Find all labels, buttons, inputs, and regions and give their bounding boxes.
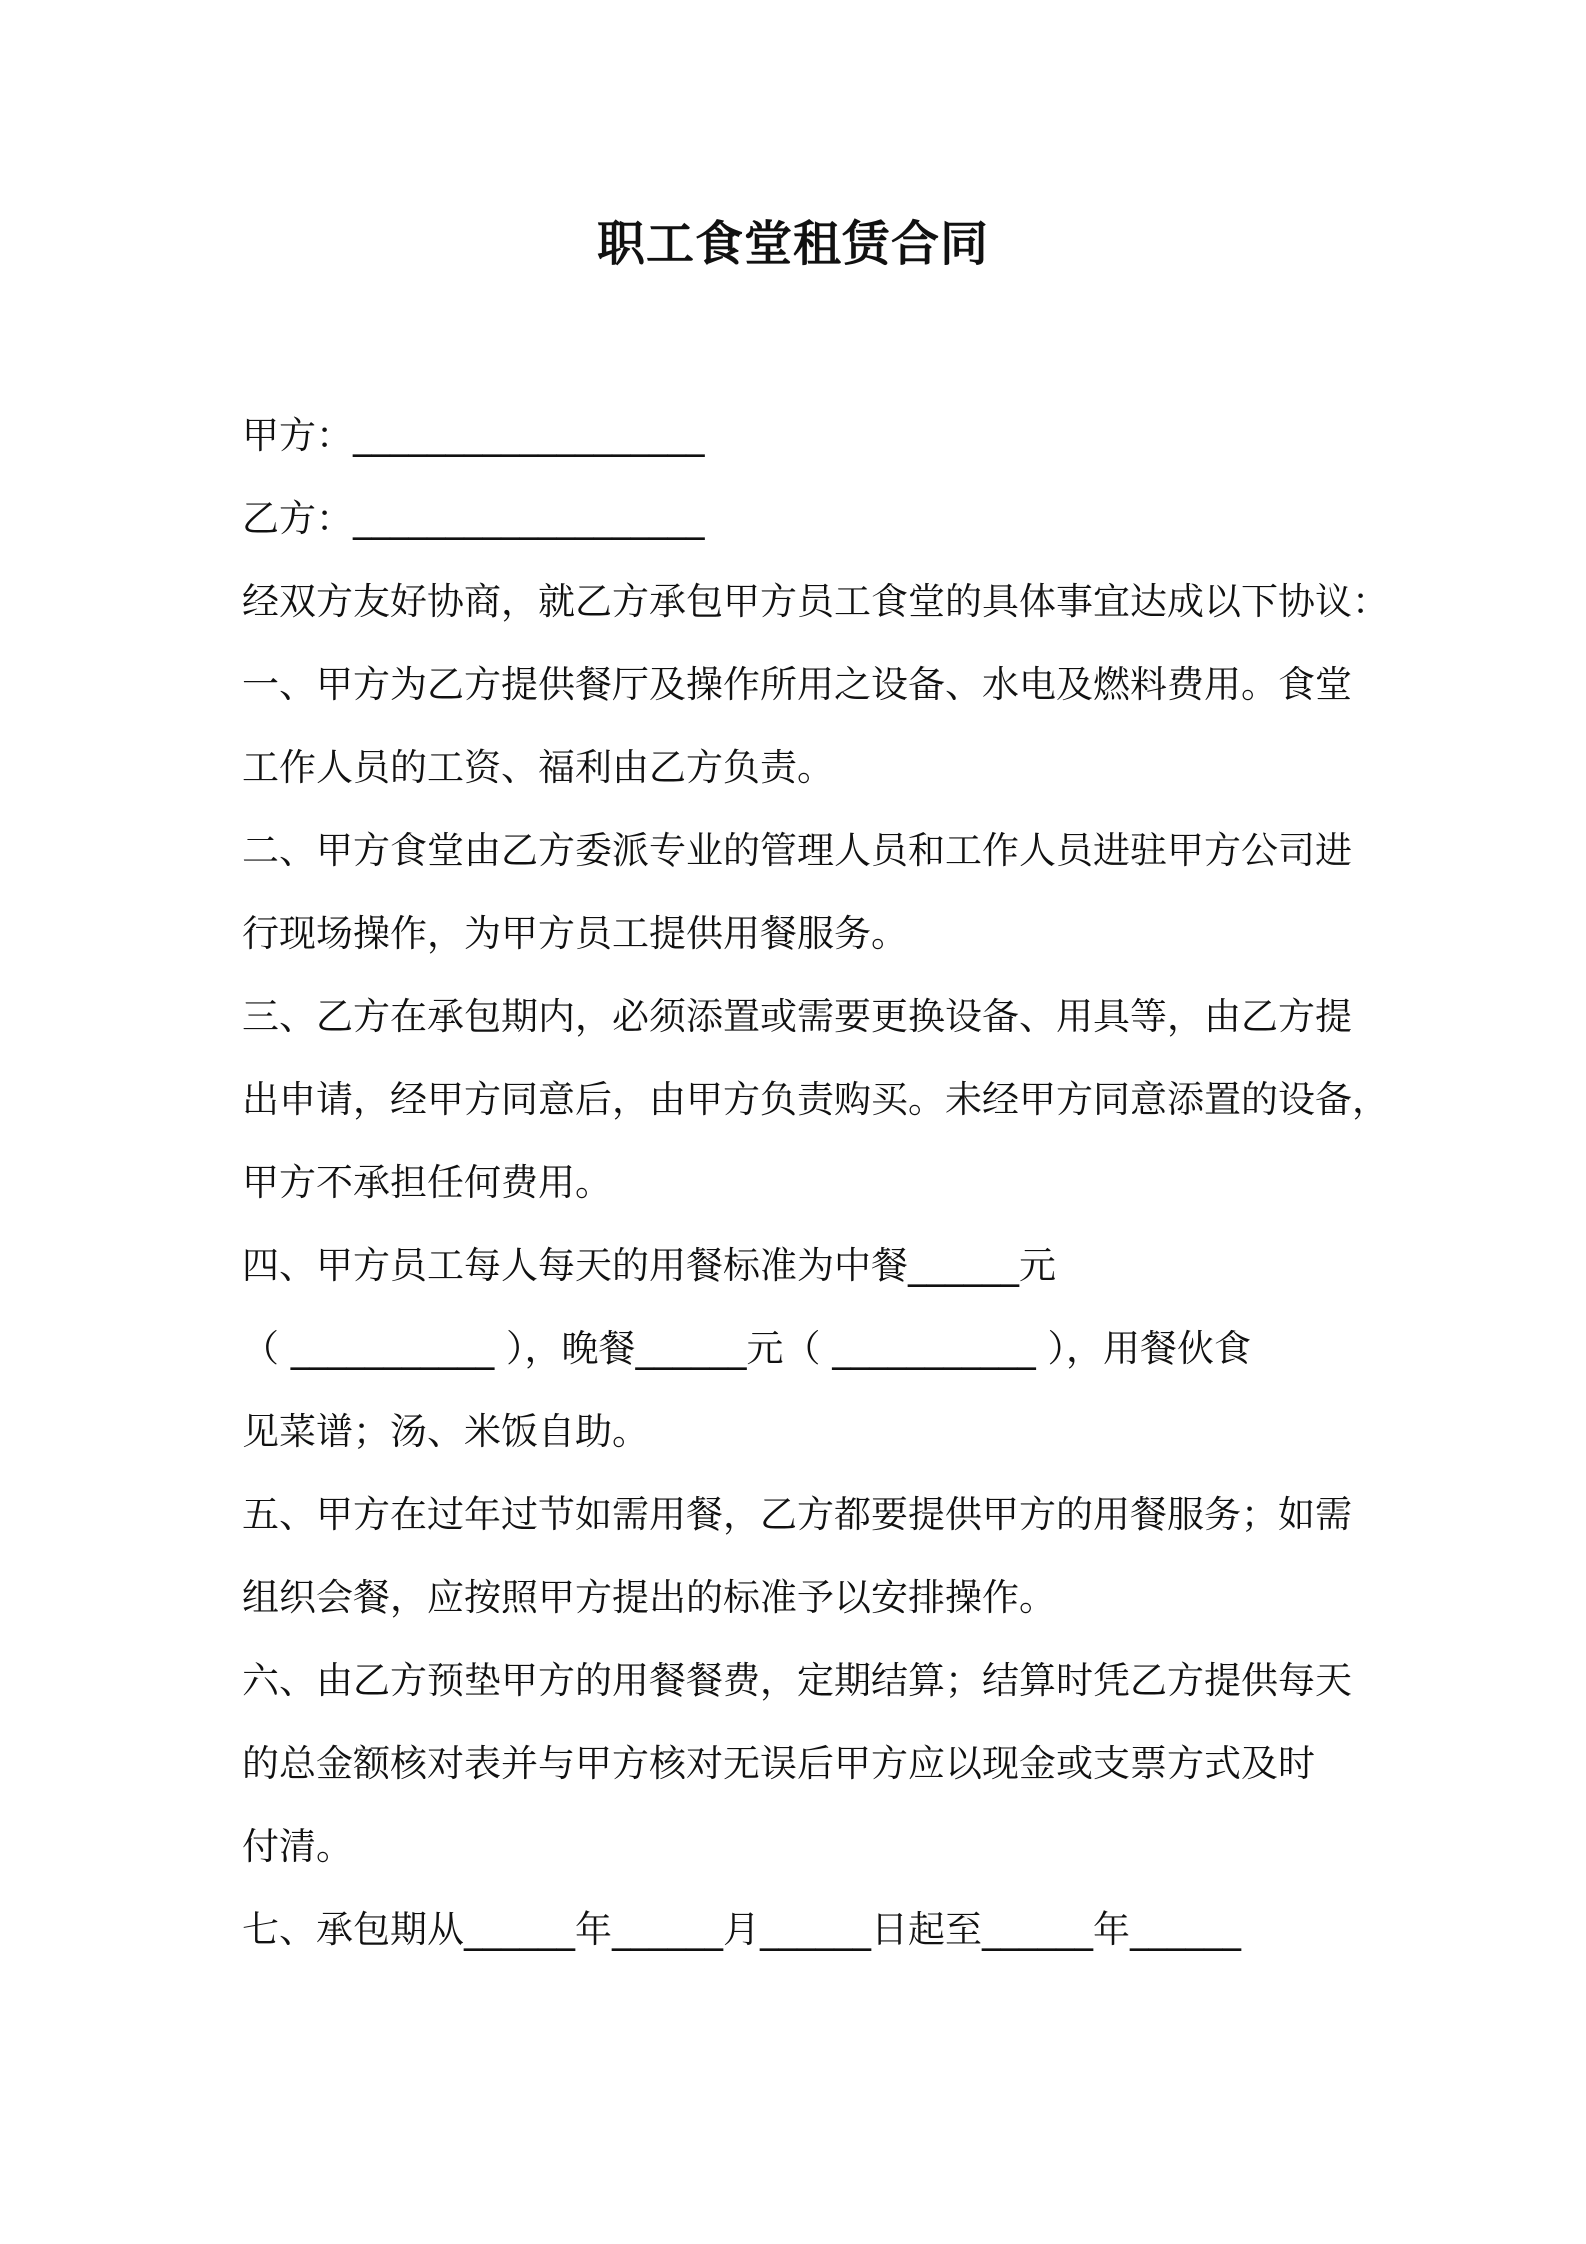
clause-5-line-1: 五、甲方在过年过节如需用餐，乙方都要提供甲方的用餐服务；如需 bbox=[242, 1493, 1352, 1536]
clause-4-line-3: 见菜谱；汤、米饭自助。 bbox=[242, 1410, 649, 1453]
clause-2-line-1: 二、甲方食堂由乙方委派专业的管理人员和工作人员进驻甲方公司进 bbox=[242, 829, 1352, 872]
clause-1-line-2: 工作人员的工资、福利由乙方负责。 bbox=[242, 746, 834, 789]
party-b-line: 乙方：___________________ bbox=[242, 497, 705, 540]
page-title: 职工食堂租赁合同 bbox=[596, 216, 989, 272]
clause-1-line-1: 一、甲方为乙方提供餐厅及操作所用之设备、水电及燃料费用。食堂 bbox=[242, 663, 1352, 706]
clause-5-line-2: 组织会餐，应按照甲方提出的标准予以安排操作。 bbox=[242, 1576, 1056, 1619]
preamble: 经双方友好协商，就乙方承包甲方员工食堂的具体事宜达成以下协议： bbox=[242, 580, 1389, 623]
clause-4-line-2: （ ___________ ），晚餐______元（ ___________ ），用餐伙食 bbox=[242, 1327, 1252, 1370]
clause-3-line-3: 甲方不承担任何费用。 bbox=[242, 1161, 612, 1204]
clause-6-line-1: 六、由乙方预垫甲方的用餐餐费，定期结算；结算时凭乙方提供每天 bbox=[242, 1659, 1352, 1702]
clause-3-line-2: 出申请，经甲方同意后，由甲方负责购买。未经甲方同意添置的设备， bbox=[242, 1078, 1389, 1121]
clause-6-line-3: 付清。 bbox=[242, 1825, 353, 1868]
clause-4-line-1: 四、甲方员工每人每天的用餐标准为中餐______元 bbox=[242, 1244, 1056, 1287]
clause-7-line-1: 七、承包期从______年______月______日起至______年______ bbox=[242, 1908, 1241, 1951]
clause-2-line-2: 行现场操作，为甲方员工提供用餐服务。 bbox=[242, 912, 908, 955]
party-a-line: 甲方：___________________ bbox=[242, 414, 705, 457]
clause-3-line-1: 三、乙方在承包期内，必须添置或需要更换设备、用具等，由乙方提 bbox=[242, 995, 1352, 1038]
clause-6-line-2: 的总金额核对表并与甲方核对无误后甲方应以现金或支票方式及时 bbox=[242, 1742, 1315, 1785]
